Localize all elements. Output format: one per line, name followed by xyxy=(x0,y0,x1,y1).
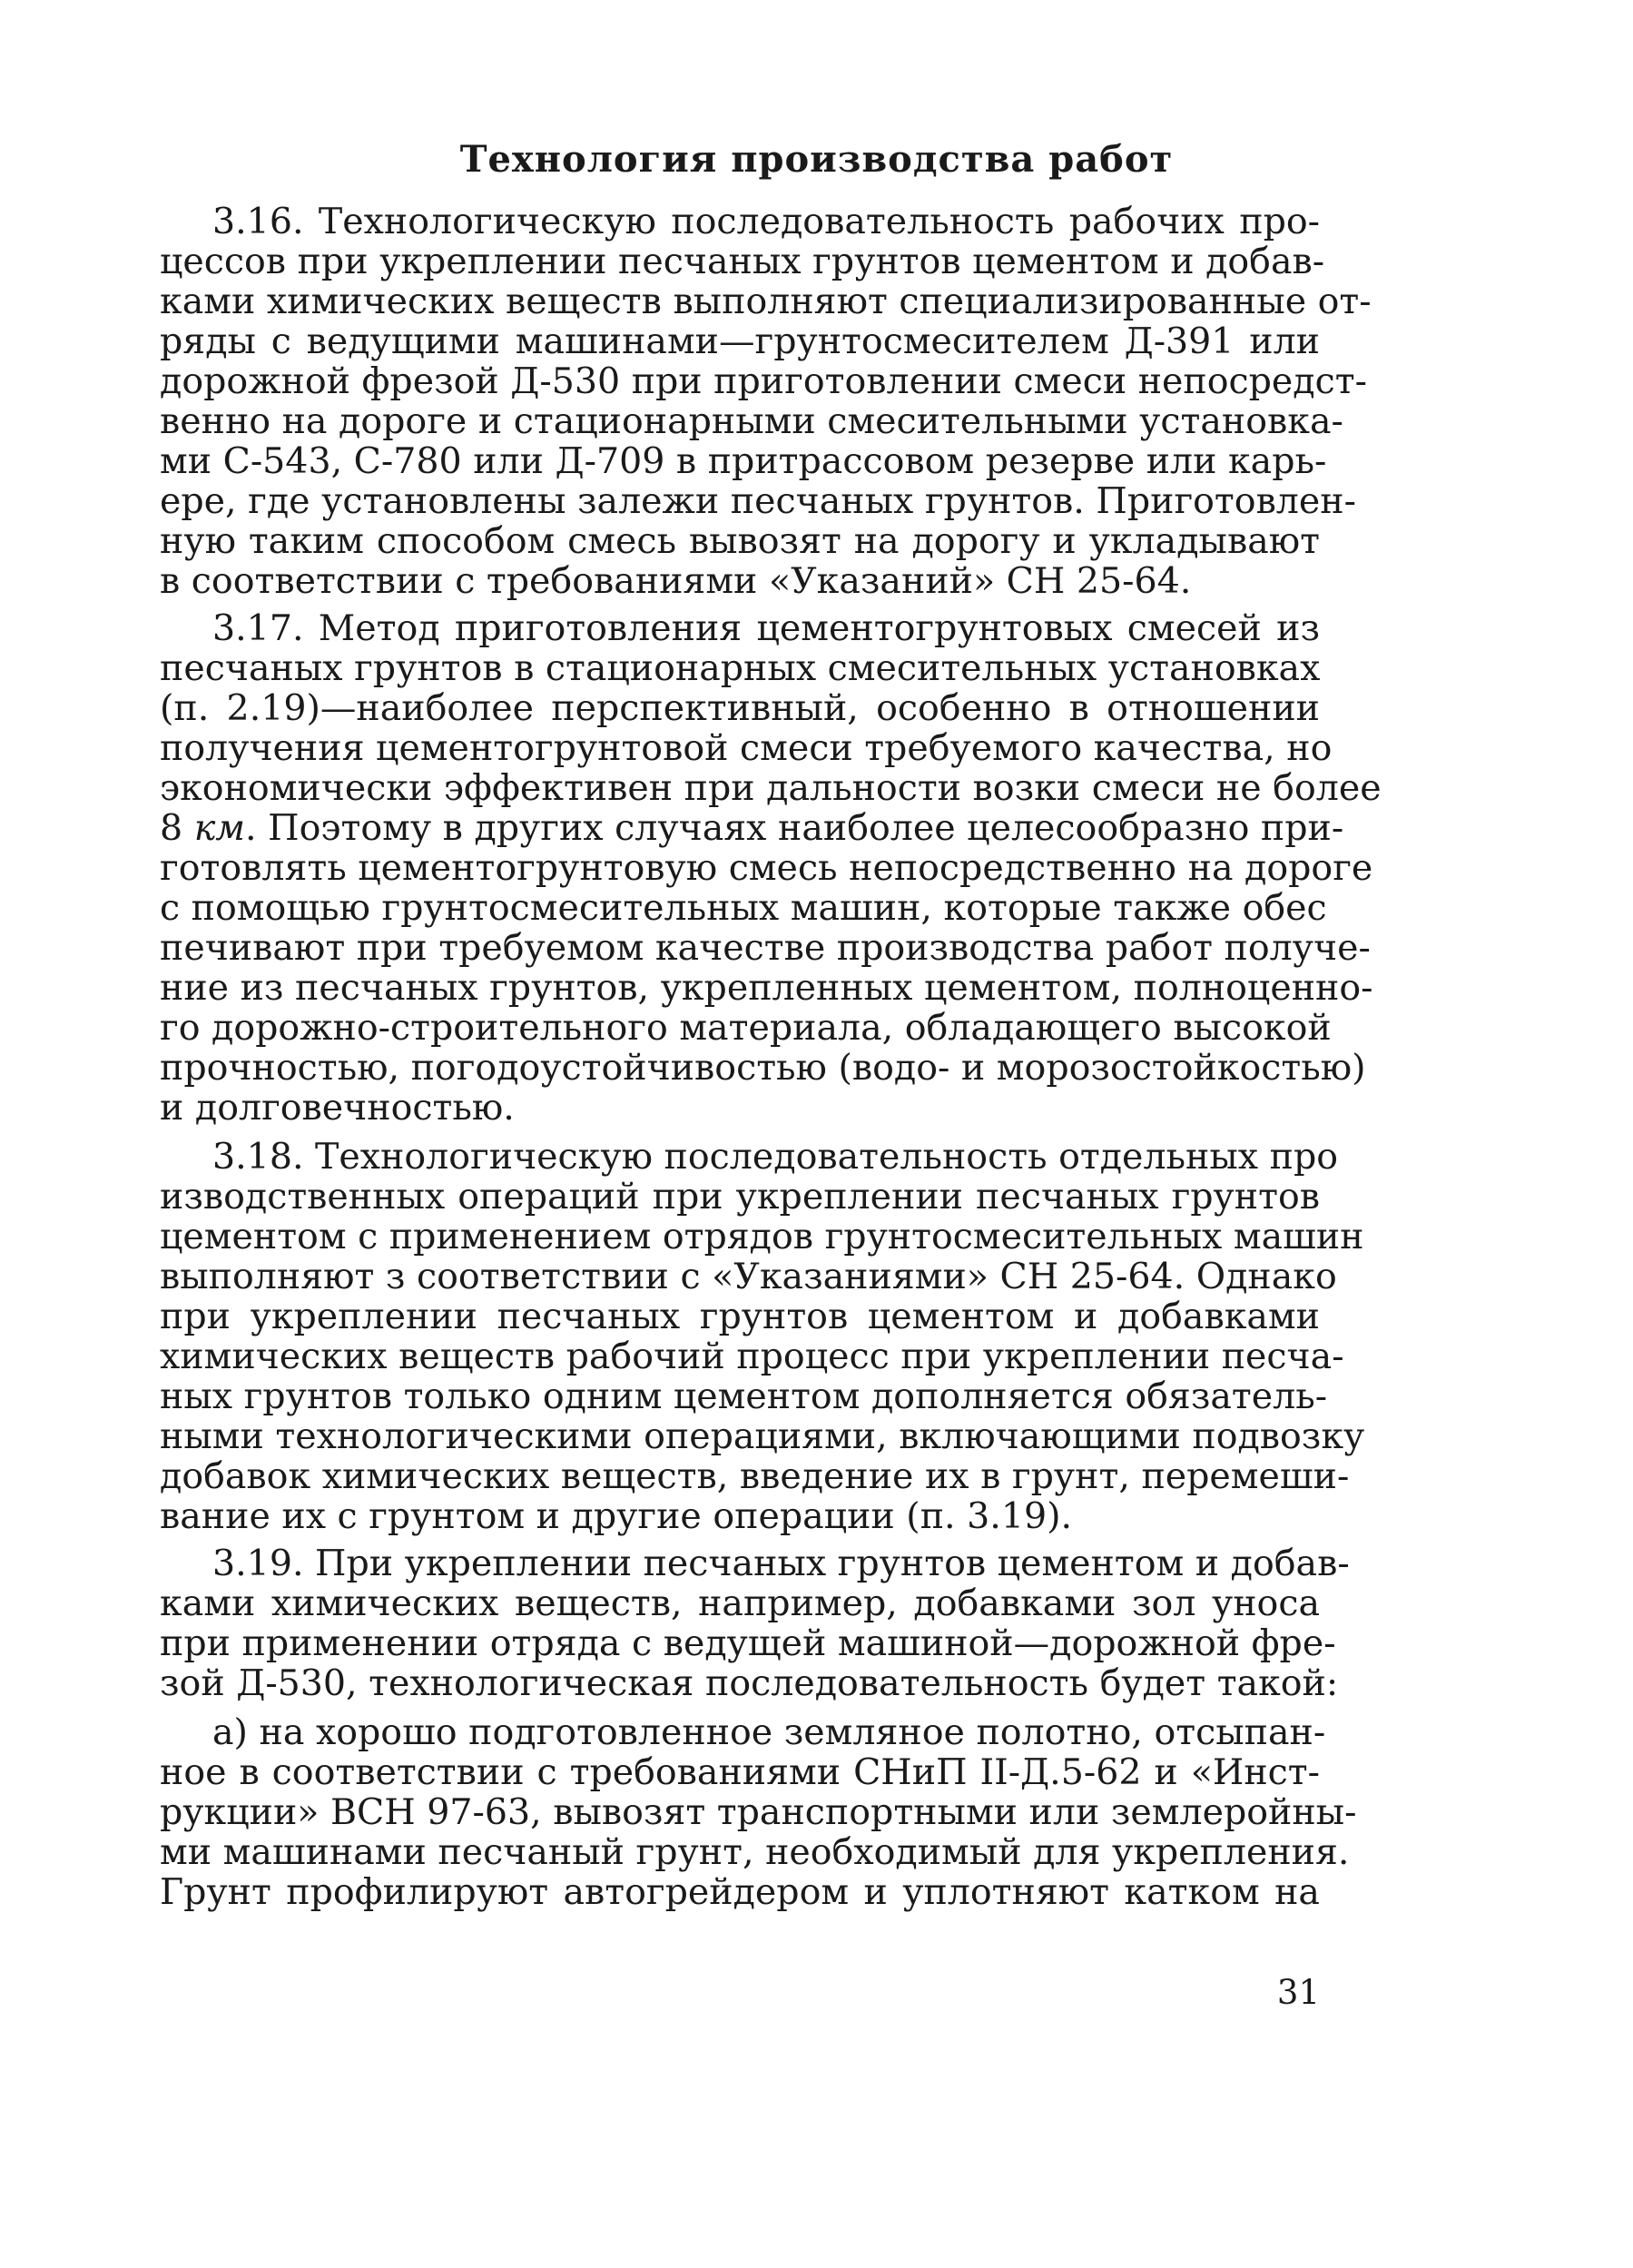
text-line: цементом с применением отрядов грунтосмесительных машин xyxy=(160,1216,1364,1257)
text-line: ное в соответствии с требованиями СНиП II-Д.5-62 и «Инст- xyxy=(160,1751,1320,1793)
text-line: ками химических веществ, например, добавками зол уноса xyxy=(160,1583,1320,1624)
text-line: выполняют з соответствии с «Указаниями» СН 25-64. Однако xyxy=(160,1256,1337,1297)
text-line: ными технологическими операциями, включающими подвозку xyxy=(160,1415,1365,1457)
text-line: песчаных грунтов в стационарных смесительных установках xyxy=(160,647,1321,689)
text-line: ных грунтов только одним цементом дополняется обязатель- xyxy=(160,1376,1328,1417)
text-line: в соответствии с требованиями «Указаний» СН 25-64. xyxy=(160,560,1192,602)
text-line: зой Д-530, технологическая последовательность будет такой: xyxy=(160,1662,1339,1704)
text-line: ряды с ведущими машинами—грунтосмесителем Д-391 или xyxy=(160,320,1320,362)
text-line: 3.17. Метод приготовления цементогрунтовых смесей из xyxy=(212,607,1320,649)
text-line: и долговечностью. xyxy=(160,1087,515,1129)
text-line: при применении отряда с ведущей машиной—дорожной фре- xyxy=(160,1622,1336,1664)
text-line: а) на хорошо подготовленное земляное полотно, отсыпан- xyxy=(212,1711,1326,1753)
text-line: 8 км. Поэтому в других случаях наиболее целесообразно при- xyxy=(160,807,1344,849)
text-line: печивают при требуемом качестве производства работ получе- xyxy=(160,927,1371,969)
text-line: ере, где установлены залежи песчаных грунтов. Приготовлен- xyxy=(160,480,1356,522)
text-line: изводственных операций при укреплении песчаных грунтов xyxy=(160,1176,1320,1218)
text-line: ние из песчаных грунтов, укрепленных цементом, полноценно- xyxy=(160,967,1373,1009)
section-heading: Технология производства работ xyxy=(459,138,1174,181)
text-line: дорожной фрезой Д-530 при приготовлении смеси непосредст- xyxy=(160,360,1367,402)
text-line: 3.19. При укреплении песчаных грунтов цементом и добав- xyxy=(212,1543,1350,1584)
text-line: ми С-543, С-780 или Д-709 в притрассовом резерве или карь- xyxy=(160,440,1327,482)
text-line: (п. 2.19)—наиболее перспективный, особенно в отношении xyxy=(160,687,1320,729)
text-line: го дорожно-строительного материала, обладающего высокой xyxy=(160,1007,1332,1049)
text-line: вание их с грунтом и другие операции (п. 3.19). xyxy=(160,1495,1073,1537)
text-line: экономически эффективен при дальности возки смеси не более xyxy=(160,767,1382,809)
text-line: 3.18. Технологическую последовательность отдельных про xyxy=(212,1136,1339,1178)
text-line: цессов при укреплении песчаных грунтов цементом и добав- xyxy=(160,241,1325,282)
text-line: Грунт профилируют автогрейдером и уплотняют катком на xyxy=(160,1871,1320,1913)
text-line: с помощью грунтосмесительных машин, которые также обес xyxy=(160,887,1327,929)
text-line: прочностью, погодоустойчивостью (водо- и морозостойкостью) xyxy=(160,1047,1366,1089)
text-line: при укреплении песчаных грунтов цементом и добавками xyxy=(160,1296,1320,1337)
text-line: 3.16. Технологическую последовательность рабочих про- xyxy=(212,201,1320,242)
text-line: получения цементогрунтовой смеси требуемого качества, но xyxy=(160,727,1333,769)
text-line: ками химических веществ выполняют специализированные от- xyxy=(160,281,1372,322)
text-line: венно на дороге и стационарными смесительными установка- xyxy=(160,400,1343,442)
text-line: рукции» ВСН 97-63, вывозят транспортными или землеройны- xyxy=(160,1791,1357,1833)
text-line: химических веществ рабочий процесс при укреплении песча- xyxy=(160,1336,1344,1377)
page-number: 31 xyxy=(1276,1973,1320,2012)
text-line: ми машинами песчаный грунт, необходимый для укрепления. xyxy=(160,1831,1350,1873)
text-line: ную таким способом смесь вывозят на дорогу и укладывают xyxy=(160,520,1320,562)
text-line: готовлять цементогрунтовую смесь непосредственно на дороге xyxy=(160,847,1373,889)
text-line: добавок химических веществ, введение их в грунт, перемеши- xyxy=(160,1455,1350,1497)
